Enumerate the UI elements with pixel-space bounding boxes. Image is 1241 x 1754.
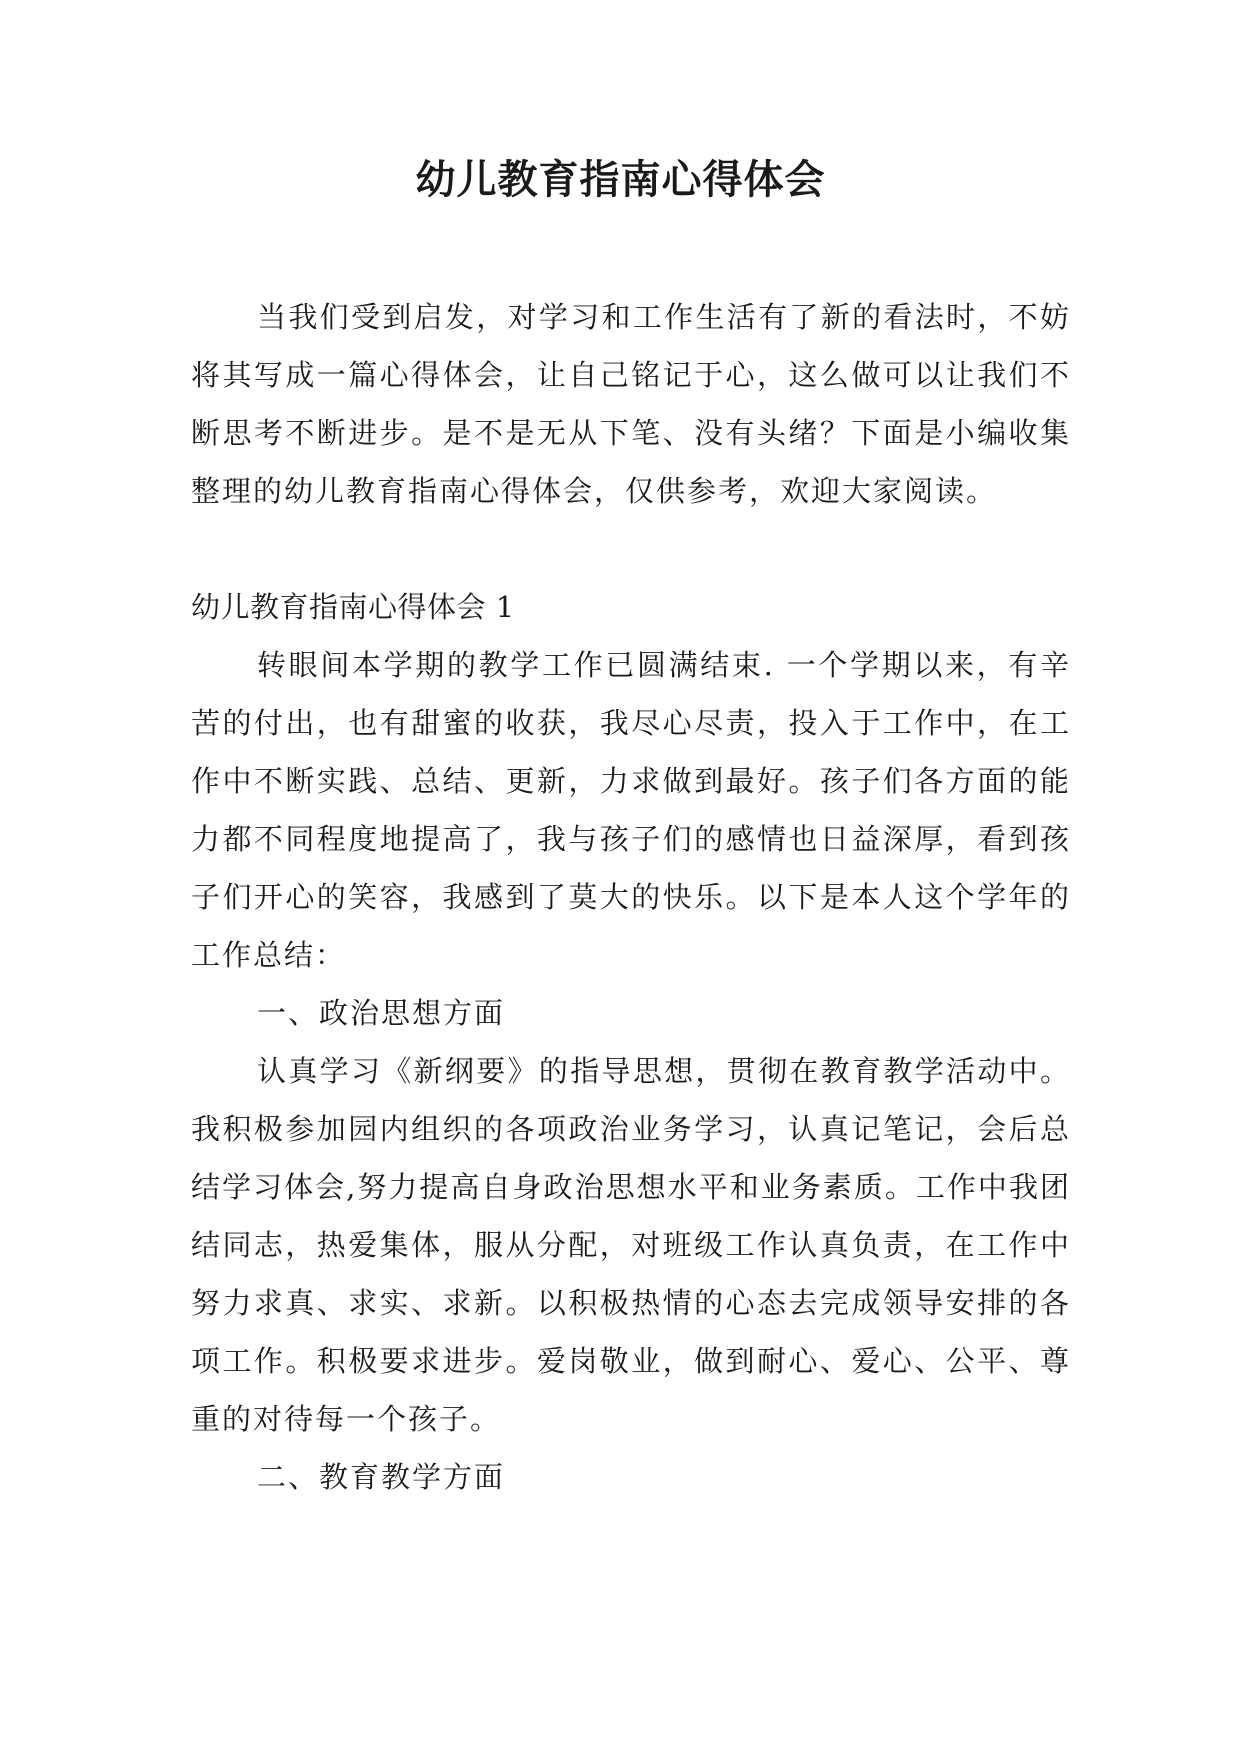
document-title: 幼儿教育指南心得体会 [415, 157, 826, 203]
intro-paragraph: 当我们受到启发，对学习和工作生活有了新的看法时，不妨将其写成一篇心得体会，让自己铭记于心，这么做可以让我们不断思考不断进步。是不是无从下笔、没有头绪？下面是小编收集整理的幼儿教育指南心得体会，仅供参考，欢迎大家阅读。 [191, 300, 1071, 508]
body-paragraph: 认真学习《新纲要》的指导思想，贯彻在教育教学活动中。我积极参加园内组织的各项政治业务学习，认真记笔记，会后总结学习体会,努力提高自身政治思想水平和业务素质。工作中我团结同志，热爱集体，服从分配，对班级工作认真负责，在工作中努力求真、求实、求新。以积极热情的心态去完成领导安排的各项工作。积极要求进步。爱岗敬业，做到耐心、爱心、公平、尊重的对待每一个孩子。 [191, 1054, 1071, 1436]
document-body [191, 288, 1071, 1506]
subheading-teaching: 二、教育教学方面 [257, 1460, 506, 1494]
subheading-political: 一、政治思想方面 [257, 996, 506, 1030]
section-title: 幼儿教育指南心得体会 1 [191, 590, 515, 624]
body-paragraph: 转眼间本学期的教学工作已圆满结束. 一个学期以来，有辛苦的付出，也有甜蜜的收获，我尽心尽责，投入于工作中，在工作中不断实践、总结、更新，力求做到最好。孩子们各方面的能力都不同程度地提高了，我与孩子们的感情也日益深厚，看到孩子们开心的笑容，我感到了莫大的快乐。以下是本人这个学年的工作总结： [191, 648, 1071, 972]
